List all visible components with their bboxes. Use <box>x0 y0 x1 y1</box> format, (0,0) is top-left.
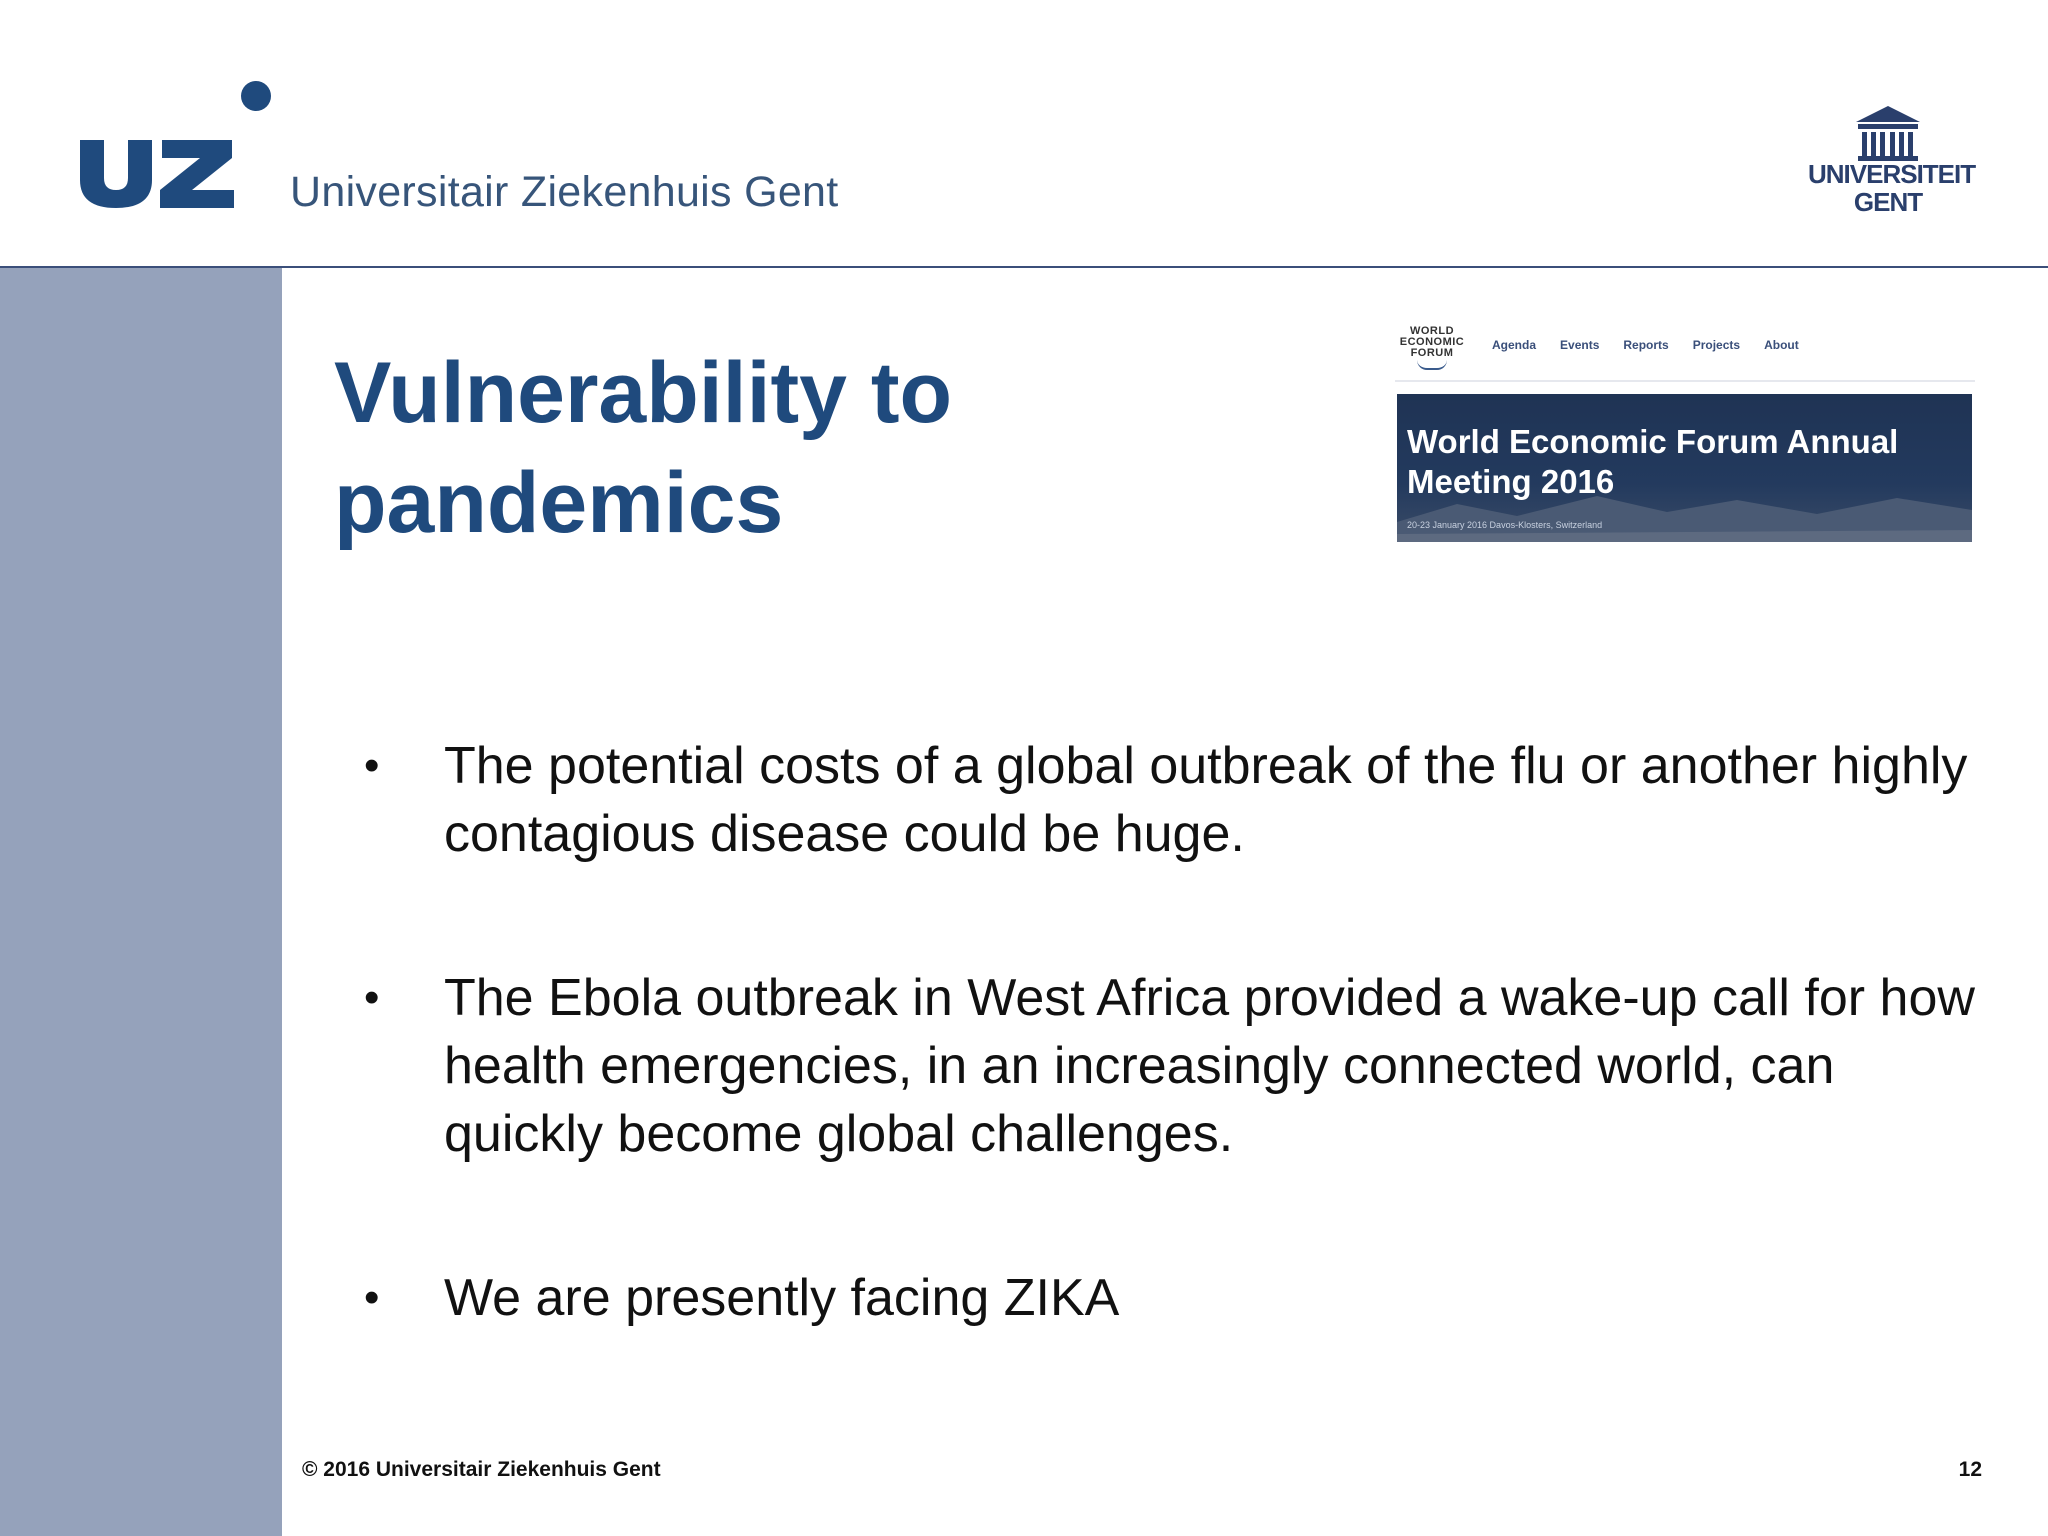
wef-nav-item: Projects <box>1692 338 1741 352</box>
wef-logo-arc-icon <box>1417 360 1447 370</box>
bullet-text: We are presently facing ZIKA <box>444 1269 1120 1327</box>
wef-logo-text: WORLD ECONOMIC FORUM <box>1399 325 1465 359</box>
wef-nav-item: Events <box>1560 338 1600 352</box>
bullet-list <box>364 732 1984 1332</box>
wef-banner <box>1397 394 1972 542</box>
wef-nav <box>1492 338 1799 352</box>
wef-banner-subtitle: 20-23 January 2016 Davos-Klosters, Switzerland <box>1407 520 1603 530</box>
bullet-marker: • <box>364 741 380 790</box>
bullet-marker: • <box>364 1273 380 1322</box>
wef-divider <box>1395 380 1975 382</box>
bullet-text: The Ebola outbreak in West Africa provided a wake-up call for how health emergencies, in an increasingly connected world, can quickly become global challenges. <box>444 969 1975 1163</box>
list-item <box>364 1264 1984 1332</box>
wef-screenshot-image <box>1395 318 1975 544</box>
bullet-text: The potential costs of a global outbreak of the flu or another highly contagious disease could be huge. <box>444 737 1968 863</box>
page-number: 12 <box>1958 1458 1982 1481</box>
university-logo-text: UNIVERSITEIT GENT <box>1808 159 1976 217</box>
slide-title: Vulnerability to pandemics <box>334 345 952 551</box>
header-divider <box>0 266 2048 268</box>
wef-nav-item: Reports <box>1623 338 1669 352</box>
slide-header <box>0 0 2048 266</box>
uz-logo-icon <box>78 78 278 210</box>
left-sidebar-band <box>0 268 282 1536</box>
footer-copyright: © 2016 Universitair Ziekenhuis Gent <box>302 1458 661 1481</box>
list-item <box>364 732 1984 868</box>
institution-name: Universitair Ziekenhuis Gent <box>290 168 839 216</box>
wef-nav-item: Agenda <box>1492 338 1537 352</box>
wef-nav-item: About <box>1764 338 1799 352</box>
bullet-marker: • <box>364 973 380 1022</box>
wef-banner-title: World Economic Forum Annual Meeting 2016 <box>1407 423 1899 500</box>
list-item <box>364 964 1984 1168</box>
